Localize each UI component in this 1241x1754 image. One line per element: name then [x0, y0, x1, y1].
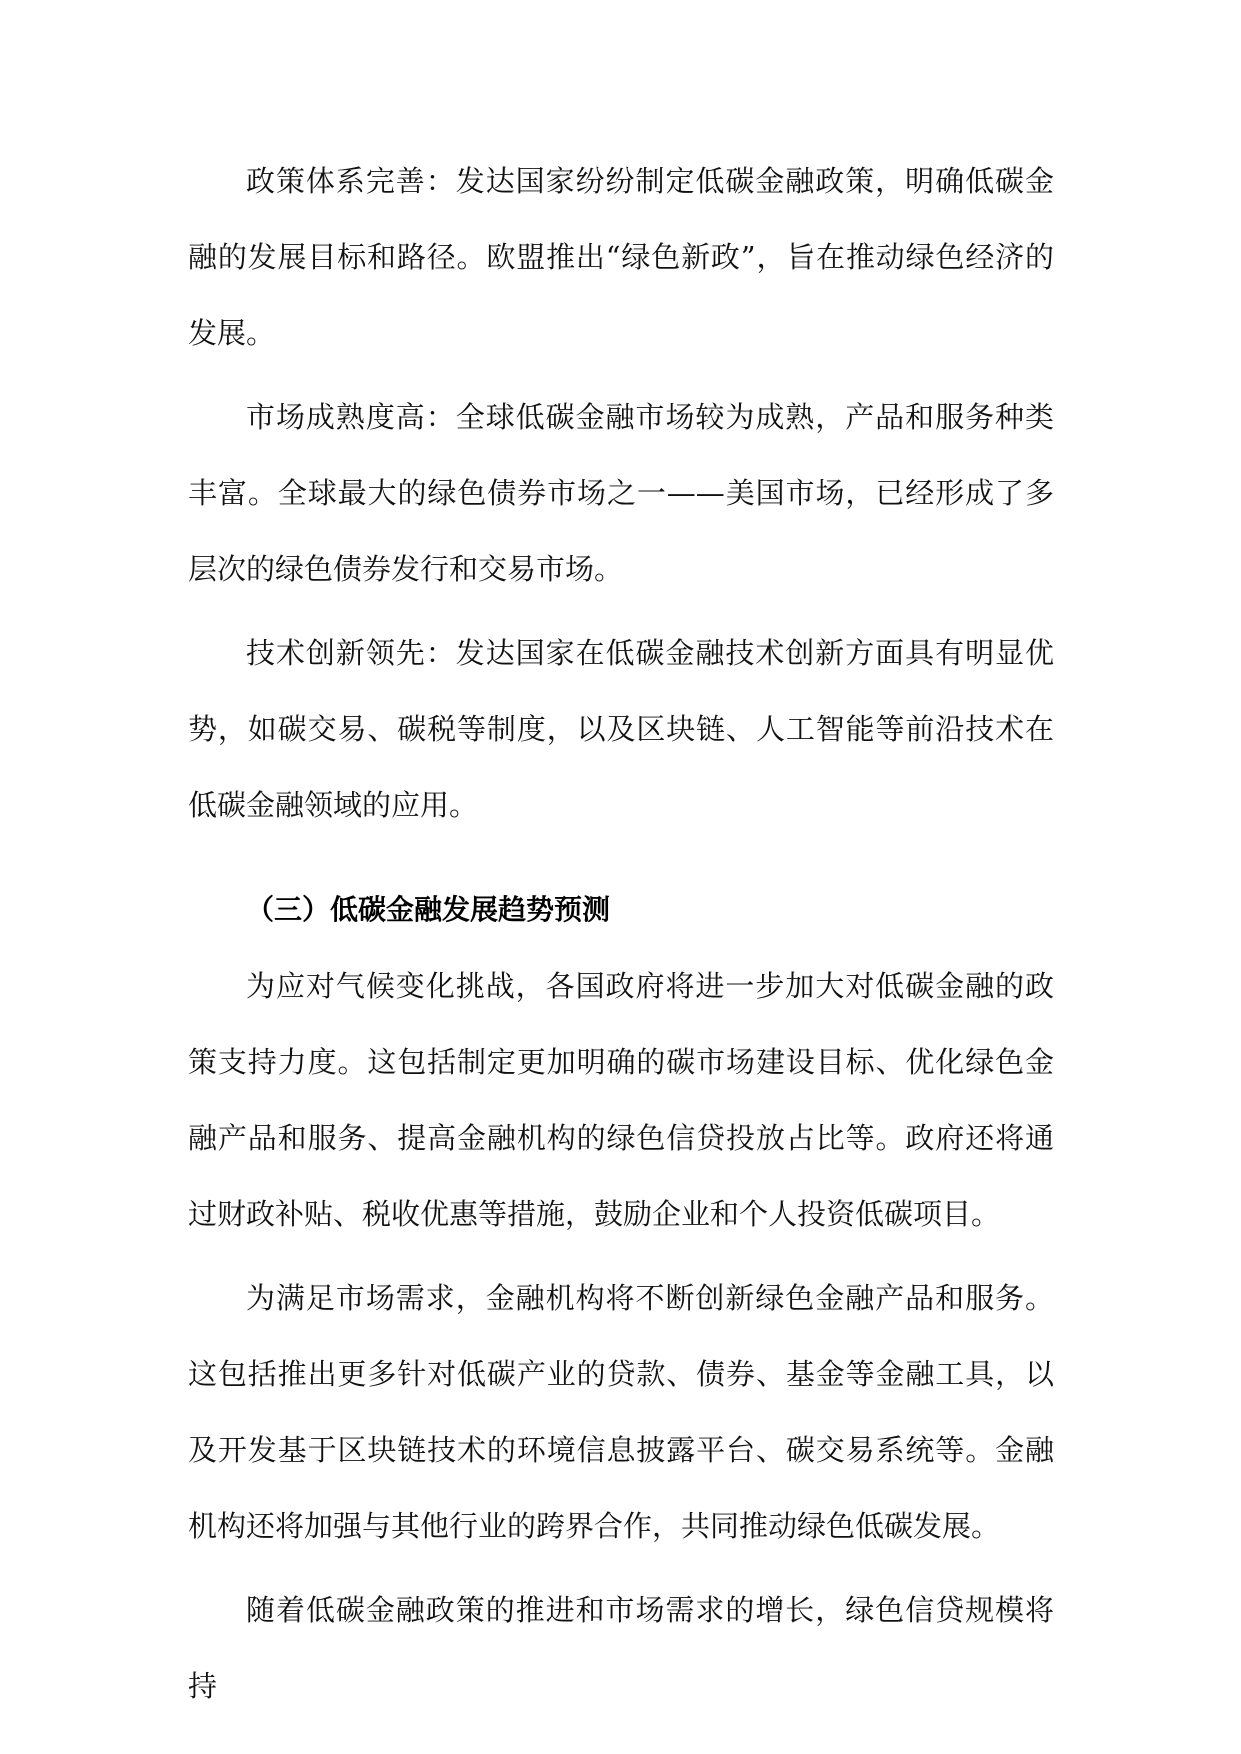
section-heading: （三）低碳金融发展趋势预测 — [246, 893, 611, 926]
paragraph-policy-support: 为应对气候变化挑战，各国政府将进一步加大对低碳金融的政策支持力度。这包括制定更加明确的碳市场建设目标、优化绿色金融产品和服务、提高金融机构的绿色信贷投放占比等。政府还将通过财政补贴、税收优惠等措施，鼓励企业和个人投资低碳项目。 — [188, 969, 1054, 1231]
document-body — [188, 143, 1054, 1732]
paragraph-policy-system: 政策体系完善：发达国家纷纷制定低碳金融政策，明确低碳金融的发展目标和路径。欧盟推出“绿色新政”，旨在推动绿色经济的发展。 — [188, 164, 1054, 350]
paragraph-tech-innovation: 技术创新领先：发达国家在低碳金融技术创新方面具有明显优势，如碳交易、碳税等制度，以及区块链、人工智能等前沿技术在低碳金融领域的应用。 — [188, 636, 1054, 822]
paragraph-green-credit: 随着低碳金融政策的推进和市场需求的增长，绿色信贷规模将持 — [188, 1593, 1054, 1703]
paragraph-product-innovation: 为满足市场需求，金融机构将不断创新绿色金融产品和服务。这包括推出更多针对低碳产业的贷款、债券、基金等金融工具，以及开发基于区块链技术的环境信息披露平台、碳交易系统等。金融机构还将加强与其他行业的跨界合作，共同推动绿色低碳发展。 — [188, 1281, 1054, 1543]
paragraph-market-maturity: 市场成熟度高：全球低碳金融市场较为成熟，产品和服务种类丰富。全球最大的绿色债券市场之一——美国市场，已经形成了多层次的绿色债券发行和交易市场。 — [188, 400, 1054, 586]
